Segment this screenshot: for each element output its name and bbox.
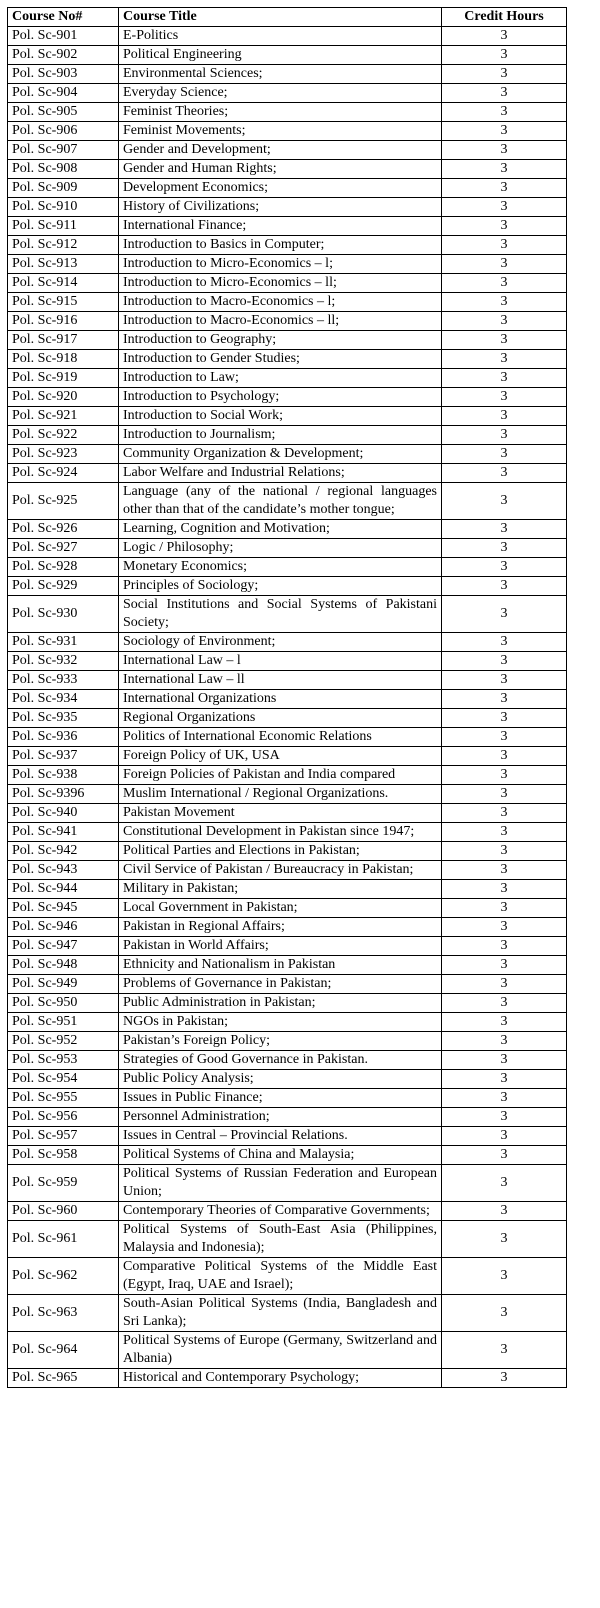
course-title: International Law – l	[119, 652, 442, 671]
credit-hours: 3	[442, 690, 567, 709]
table-row	[8, 464, 567, 483]
credit-hours: 3	[442, 1332, 567, 1369]
table-row	[8, 728, 567, 747]
course-title: Introduction to Law;	[119, 369, 442, 388]
course-title: Labor Welfare and Industrial Relations;	[119, 464, 442, 483]
course-title: Introduction to Geography;	[119, 331, 442, 350]
course-number: Pol. Sc-956	[8, 1108, 119, 1127]
course-title: Social Institutions and Social Systems of Pakistani Society;	[119, 596, 442, 633]
course-number: Pol. Sc-931	[8, 633, 119, 652]
course-title: Foreign Policies of Pakistan and India compared	[119, 766, 442, 785]
table-row	[8, 1295, 567, 1332]
credit-hours: 3	[442, 918, 567, 937]
course-title: International Organizations	[119, 690, 442, 709]
course-number: Pol. Sc-964	[8, 1332, 119, 1369]
course-title: Feminist Movements;	[119, 122, 442, 141]
course-table	[7, 7, 567, 1388]
course-title: Comparative Political Systems of the Middle East (Egypt, Iraq, UAE and Israel);	[119, 1258, 442, 1295]
course-title: Introduction to Psychology;	[119, 388, 442, 407]
course-title: Sociology of Environment;	[119, 633, 442, 652]
credit-hours: 3	[442, 84, 567, 103]
credit-hours: 3	[442, 274, 567, 293]
course-number: Pol. Sc-907	[8, 141, 119, 160]
course-title: Introduction to Social Work;	[119, 407, 442, 426]
course-title: Pakistan in Regional Affairs;	[119, 918, 442, 937]
table-row	[8, 596, 567, 633]
table-row	[8, 823, 567, 842]
table-row	[8, 899, 567, 918]
table-row	[8, 1369, 567, 1388]
course-title: Political Systems of Russian Federation and European Union;	[119, 1165, 442, 1202]
table-row	[8, 388, 567, 407]
header-credit-hours: Credit Hours	[442, 8, 567, 27]
table-row	[8, 1051, 567, 1070]
course-number: Pol. Sc-962	[8, 1258, 119, 1295]
credit-hours: 3	[442, 975, 567, 994]
credit-hours: 3	[442, 577, 567, 596]
course-number: Pol. Sc-940	[8, 804, 119, 823]
credit-hours: 3	[442, 65, 567, 84]
course-title: Political Parties and Elections in Pakistan;	[119, 842, 442, 861]
course-title: Introduction to Macro-Economics – l;	[119, 293, 442, 312]
course-title: Pakistan in World Affairs;	[119, 937, 442, 956]
course-number: Pol. Sc-924	[8, 464, 119, 483]
course-title: Introduction to Micro-Economics – l;	[119, 255, 442, 274]
credit-hours: 3	[442, 388, 567, 407]
course-number: Pol. Sc-944	[8, 880, 119, 899]
table-row	[8, 331, 567, 350]
course-number: Pol. Sc-938	[8, 766, 119, 785]
credit-hours: 3	[442, 445, 567, 464]
course-number: Pol. Sc-951	[8, 1013, 119, 1032]
credit-hours: 3	[442, 1258, 567, 1295]
course-title: Public Administration in Pakistan;	[119, 994, 442, 1013]
course-number: Pol. Sc-950	[8, 994, 119, 1013]
course-title: Local Government in Pakistan;	[119, 899, 442, 918]
course-number: Pol. Sc-928	[8, 558, 119, 577]
course-title: Gender and Human Rights;	[119, 160, 442, 179]
table-row	[8, 198, 567, 217]
table-row	[8, 46, 567, 65]
course-number: Pol. Sc-929	[8, 577, 119, 596]
course-number: Pol. Sc-916	[8, 312, 119, 331]
course-number: Pol. Sc-958	[8, 1146, 119, 1165]
credit-hours: 3	[442, 1202, 567, 1221]
table-row	[8, 274, 567, 293]
course-title: Historical and Contemporary Psychology;	[119, 1369, 442, 1388]
course-number: Pol. Sc-957	[8, 1127, 119, 1146]
table-row	[8, 539, 567, 558]
course-title: International Law – ll	[119, 671, 442, 690]
credit-hours: 3	[442, 937, 567, 956]
credit-hours: 3	[442, 426, 567, 445]
course-title: Constitutional Development in Pakistan since 1947;	[119, 823, 442, 842]
table-row	[8, 255, 567, 274]
table-row	[8, 103, 567, 122]
course-number: Pol. Sc-915	[8, 293, 119, 312]
course-title: Introduction to Journalism;	[119, 426, 442, 445]
table-row	[8, 558, 567, 577]
course-title: Civil Service of Pakistan / Bureaucracy in Pakistan;	[119, 861, 442, 880]
credit-hours: 3	[442, 1165, 567, 1202]
credit-hours: 3	[442, 369, 567, 388]
table-row	[8, 445, 567, 464]
course-title: Public Policy Analysis;	[119, 1070, 442, 1089]
credit-hours: 3	[442, 899, 567, 918]
course-number: Pol. Sc-937	[8, 747, 119, 766]
course-number: Pol. Sc-911	[8, 217, 119, 236]
course-number: Pol. Sc-902	[8, 46, 119, 65]
credit-hours: 3	[442, 407, 567, 426]
credit-hours: 3	[442, 483, 567, 520]
table-row	[8, 747, 567, 766]
table-row	[8, 766, 567, 785]
table-row	[8, 1070, 567, 1089]
course-number: Pol. Sc-936	[8, 728, 119, 747]
table-row	[8, 1013, 567, 1032]
course-title: Everyday Science;	[119, 84, 442, 103]
credit-hours: 3	[442, 956, 567, 975]
table-row	[8, 350, 567, 369]
course-number: Pol. Sc-917	[8, 331, 119, 350]
credit-hours: 3	[442, 539, 567, 558]
course-title: International Finance;	[119, 217, 442, 236]
course-number: Pol. Sc-914	[8, 274, 119, 293]
course-number: Pol. Sc-934	[8, 690, 119, 709]
course-number: Pol. Sc-922	[8, 426, 119, 445]
course-number: Pol. Sc-945	[8, 899, 119, 918]
credit-hours: 3	[442, 652, 567, 671]
course-number: Pol. Sc-953	[8, 1051, 119, 1070]
credit-hours: 3	[442, 1146, 567, 1165]
header-course-title: Course Title	[119, 8, 442, 27]
course-number: Pol. Sc-919	[8, 369, 119, 388]
table-row	[8, 1202, 567, 1221]
credit-hours: 3	[442, 217, 567, 236]
table-row	[8, 994, 567, 1013]
course-title: Foreign Policy of UK, USA	[119, 747, 442, 766]
course-title: History of Civilizations;	[119, 198, 442, 217]
table-row	[8, 312, 567, 331]
table-row	[8, 785, 567, 804]
course-title: Ethnicity and Nationalism in Pakistan	[119, 956, 442, 975]
course-title: Environmental Sciences;	[119, 65, 442, 84]
course-title: South-Asian Political Systems (India, Bangladesh and Sri Lanka);	[119, 1295, 442, 1332]
table-row	[8, 671, 567, 690]
course-number: Pol. Sc-923	[8, 445, 119, 464]
table-row	[8, 918, 567, 937]
course-title: Community Organization & Development;	[119, 445, 442, 464]
table-row	[8, 426, 567, 445]
credit-hours: 3	[442, 766, 567, 785]
table-row	[8, 1089, 567, 1108]
course-number: Pol. Sc-930	[8, 596, 119, 633]
credit-hours: 3	[442, 785, 567, 804]
course-title: Regional Organizations	[119, 709, 442, 728]
credit-hours: 3	[442, 1051, 567, 1070]
table-row	[8, 179, 567, 198]
credit-hours: 3	[442, 46, 567, 65]
course-number: Pol. Sc-918	[8, 350, 119, 369]
course-number: Pol. Sc-913	[8, 255, 119, 274]
course-title: Pakistan’s Foreign Policy;	[119, 1032, 442, 1051]
table-row	[8, 690, 567, 709]
credit-hours: 3	[442, 350, 567, 369]
credit-hours: 3	[442, 728, 567, 747]
course-title: Political Systems of South-East Asia (Philippines, Malaysia and Indonesia);	[119, 1221, 442, 1258]
table-row	[8, 217, 567, 236]
table-row	[8, 236, 567, 255]
table-row	[8, 1258, 567, 1295]
table-row	[8, 880, 567, 899]
table-row	[8, 141, 567, 160]
credit-hours: 3	[442, 747, 567, 766]
credit-hours: 3	[442, 1369, 567, 1388]
course-number: Pol. Sc-926	[8, 520, 119, 539]
course-number: Pol. Sc-947	[8, 937, 119, 956]
course-title: Political Systems of Europe (Germany, Switzerland and Albania)	[119, 1332, 442, 1369]
course-title: Military in Pakistan;	[119, 880, 442, 899]
course-title: Introduction to Gender Studies;	[119, 350, 442, 369]
table-row	[8, 577, 567, 596]
table-row	[8, 1146, 567, 1165]
course-number: Pol. Sc-933	[8, 671, 119, 690]
credit-hours: 3	[442, 103, 567, 122]
course-number: Pol. Sc-965	[8, 1369, 119, 1388]
course-number: Pol. Sc-942	[8, 842, 119, 861]
credit-hours: 3	[442, 1108, 567, 1127]
course-number: Pol. Sc-952	[8, 1032, 119, 1051]
course-title: Issues in Public Finance;	[119, 1089, 442, 1108]
credit-hours: 3	[442, 331, 567, 350]
credit-hours: 3	[442, 179, 567, 198]
credit-hours: 3	[442, 312, 567, 331]
course-title: Principles of Sociology;	[119, 577, 442, 596]
course-number: Pol. Sc-920	[8, 388, 119, 407]
course-title: Strategies of Good Governance in Pakistan.	[119, 1051, 442, 1070]
credit-hours: 3	[442, 633, 567, 652]
course-number: Pol. Sc-960	[8, 1202, 119, 1221]
course-number: Pol. Sc-935	[8, 709, 119, 728]
course-number: Pol. Sc-901	[8, 27, 119, 46]
course-number: Pol. Sc-961	[8, 1221, 119, 1258]
course-list	[8, 27, 567, 1388]
course-number: Pol. Sc-903	[8, 65, 119, 84]
table-row	[8, 1221, 567, 1258]
table-row	[8, 842, 567, 861]
table-row	[8, 652, 567, 671]
table-row	[8, 1127, 567, 1146]
course-number: Pol. Sc-910	[8, 198, 119, 217]
course-title: Personnel Administration;	[119, 1108, 442, 1127]
table-row	[8, 937, 567, 956]
course-title: Contemporary Theories of Comparative Governments;	[119, 1202, 442, 1221]
credit-hours: 3	[442, 122, 567, 141]
table-row	[8, 160, 567, 179]
table-row	[8, 804, 567, 823]
course-number: Pol. Sc-959	[8, 1165, 119, 1202]
credit-hours: 3	[442, 160, 567, 179]
table-row	[8, 861, 567, 880]
course-number: Pol. Sc-908	[8, 160, 119, 179]
table-row	[8, 27, 567, 46]
table-row	[8, 520, 567, 539]
course-title: Political Engineering	[119, 46, 442, 65]
course-title: Logic / Philosophy;	[119, 539, 442, 558]
course-title: Language (any of the national / regional languages other than that of the candidate’s mother tongue;	[119, 483, 442, 520]
credit-hours: 3	[442, 880, 567, 899]
credit-hours: 3	[442, 1295, 567, 1332]
table-row	[8, 1032, 567, 1051]
credit-hours: 3	[442, 27, 567, 46]
credit-hours: 3	[442, 1032, 567, 1051]
table-row	[8, 65, 567, 84]
credit-hours: 3	[442, 671, 567, 690]
course-number: Pol. Sc-941	[8, 823, 119, 842]
header-row	[8, 8, 567, 27]
course-title: Muslim International / Regional Organizations.	[119, 785, 442, 804]
table-row	[8, 975, 567, 994]
table-row	[8, 1165, 567, 1202]
credit-hours: 3	[442, 1070, 567, 1089]
credit-hours: 3	[442, 1013, 567, 1032]
table-row	[8, 84, 567, 103]
course-number: Pol. Sc-963	[8, 1295, 119, 1332]
course-title: Introduction to Basics in Computer;	[119, 236, 442, 255]
table-row	[8, 709, 567, 728]
course-number: Pol. Sc-921	[8, 407, 119, 426]
course-number: Pol. Sc-9396	[8, 785, 119, 804]
table-row	[8, 407, 567, 426]
course-number: Pol. Sc-946	[8, 918, 119, 937]
course-title: Monetary Economics;	[119, 558, 442, 577]
course-number: Pol. Sc-927	[8, 539, 119, 558]
credit-hours: 3	[442, 464, 567, 483]
course-title: E-Politics	[119, 27, 442, 46]
credit-hours: 3	[442, 141, 567, 160]
credit-hours: 3	[442, 596, 567, 633]
course-number: Pol. Sc-925	[8, 483, 119, 520]
credit-hours: 3	[442, 861, 567, 880]
course-title: Problems of Governance in Pakistan;	[119, 975, 442, 994]
course-title: Gender and Development;	[119, 141, 442, 160]
course-title: Development Economics;	[119, 179, 442, 198]
credit-hours: 3	[442, 994, 567, 1013]
course-number: Pol. Sc-949	[8, 975, 119, 994]
credit-hours: 3	[442, 823, 567, 842]
course-number: Pol. Sc-905	[8, 103, 119, 122]
course-title: Introduction to Macro-Economics – ll;	[119, 312, 442, 331]
course-number: Pol. Sc-909	[8, 179, 119, 198]
course-title: Feminist Theories;	[119, 103, 442, 122]
course-title: Introduction to Micro-Economics – ll;	[119, 274, 442, 293]
credit-hours: 3	[442, 236, 567, 255]
credit-hours: 3	[442, 709, 567, 728]
course-title: Issues in Central – Provincial Relations.	[119, 1127, 442, 1146]
course-number: Pol. Sc-904	[8, 84, 119, 103]
credit-hours: 3	[442, 520, 567, 539]
course-number: Pol. Sc-943	[8, 861, 119, 880]
table-row	[8, 1332, 567, 1369]
credit-hours: 3	[442, 558, 567, 577]
credit-hours: 3	[442, 804, 567, 823]
table-row	[8, 1108, 567, 1127]
course-title: Learning, Cognition and Motivation;	[119, 520, 442, 539]
course-title: NGOs in Pakistan;	[119, 1013, 442, 1032]
credit-hours: 3	[442, 1089, 567, 1108]
credit-hours: 3	[442, 255, 567, 274]
course-number: Pol. Sc-932	[8, 652, 119, 671]
table-row	[8, 483, 567, 520]
course-number: Pol. Sc-955	[8, 1089, 119, 1108]
credit-hours: 3	[442, 1127, 567, 1146]
table-row	[8, 293, 567, 312]
course-number: Pol. Sc-954	[8, 1070, 119, 1089]
table-row	[8, 956, 567, 975]
table-row	[8, 369, 567, 388]
credit-hours: 3	[442, 293, 567, 312]
course-title: Political Systems of China and Malaysia;	[119, 1146, 442, 1165]
credit-hours: 3	[442, 198, 567, 217]
credit-hours: 3	[442, 842, 567, 861]
table-row	[8, 633, 567, 652]
course-number: Pol. Sc-948	[8, 956, 119, 975]
header-course-no: Course No#	[8, 8, 119, 27]
credit-hours: 3	[442, 1221, 567, 1258]
course-number: Pol. Sc-906	[8, 122, 119, 141]
table-row	[8, 122, 567, 141]
course-title: Politics of International Economic Relations	[119, 728, 442, 747]
course-number: Pol. Sc-912	[8, 236, 119, 255]
course-title: Pakistan Movement	[119, 804, 442, 823]
